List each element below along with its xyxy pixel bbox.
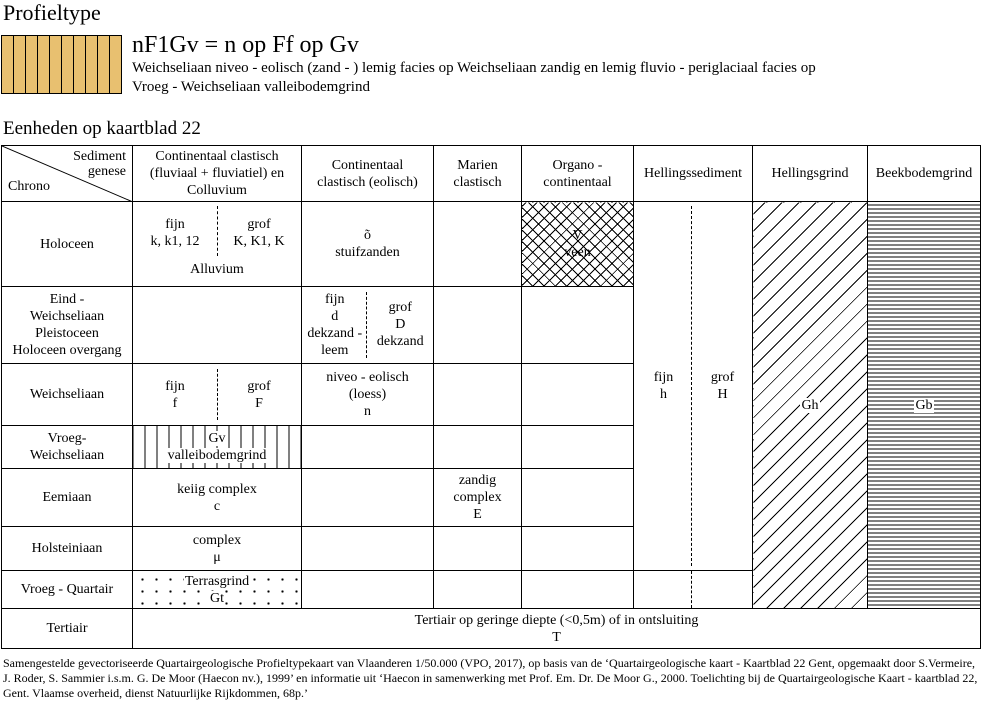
cell-hellingsgrind: Gh xyxy=(753,202,868,609)
cell-dekzand xyxy=(302,287,434,364)
divider-dashed xyxy=(217,206,218,256)
col-header-beekbodemgrind: Beekbodemgrind xyxy=(868,146,981,202)
cell-weichseliaan-fluviaal xyxy=(133,364,302,426)
stratigraphy-table xyxy=(1,145,981,649)
cell-alluvium xyxy=(133,202,302,287)
cell-beekbodemgrind: Gb xyxy=(868,202,981,609)
row-label-vroeg-weichseliaan: Vroeg- Weichseliaan xyxy=(2,426,133,469)
helling-grof: grof H xyxy=(710,370,735,402)
source-footnote: Samengestelde gevectoriseerde Quartairgeologische Profieltypekaart van Vlaanderen 1/50.000 (VPO, 2017), op basis van de ‘Quartairgeologische kaart - Kaartblad 22 Gent, opgemaakt door S.Vermeire, J. Roder, S. Sammier i.s.m. G. De Moor (Haecon nv.), 1999’ en informatie uit ‘Haecon in samenwerking met Prof. Em. Dr. De Moor G., 2000. Toelichting bij de Quartairgeologische Kaart - kaartblad 22, Gent. Vlaamse overheid, dienst Natuurlijke Rijkdommen, 68p.’ xyxy=(3,656,978,700)
cell-veen: V veen xyxy=(522,202,634,287)
row-label-eind-weichseliaan: Eind - Weichseliaan Pleistoceen Holoceen overgang xyxy=(2,287,133,364)
corner-sediment-label: Sediment xyxy=(73,149,126,164)
col-header-organo: Organo - continentaal xyxy=(522,146,634,202)
row-label-holsteiniaan: Holsteiniaan xyxy=(2,527,133,571)
cell-hellingssediment xyxy=(634,202,753,571)
page-title: Profieltype xyxy=(3,0,101,25)
holoceen-grof: grof K, K1, K xyxy=(233,217,285,249)
cell-stuifzanden: õ stuifzanden xyxy=(302,202,434,287)
dekzand-fijn: fijn d dekzand - leem xyxy=(307,292,363,358)
corner-chrono-label: Chrono xyxy=(8,179,50,194)
profile-code: nF1Gv = n op Ff op Gv xyxy=(132,32,359,58)
corner-genese-label: genese xyxy=(87,164,126,179)
cell-loess: niveo - eolisch (loess) n xyxy=(302,364,434,426)
weich-grof: grof F xyxy=(247,378,271,411)
table-row xyxy=(2,202,981,287)
alluvium-label: Alluvium xyxy=(190,262,244,277)
col-header-hellingssediment: Hellingssediment xyxy=(634,146,753,202)
row-label-eemiaan: Eemiaan xyxy=(2,469,133,527)
weich-fijn: fijn f xyxy=(165,378,185,411)
cell-keiig-complex: keiig complex c xyxy=(133,469,302,527)
table-row xyxy=(2,609,981,649)
divider-dashed xyxy=(217,369,218,420)
col-header-continentaal-clastisch: Continentaal clastisch (fluviaal + fluviatiel) en Colluvium xyxy=(133,146,302,202)
cell-valleibodemgrind: Gv valleibodemgrind xyxy=(133,426,302,469)
cell-zandig-complex: zandig complex E xyxy=(434,469,522,527)
col-header-eolisch: Continentaal clastisch (eolisch) xyxy=(302,146,434,202)
cell-complex-mu: complex μ xyxy=(133,527,302,571)
row-label-tertiair: Tertiair xyxy=(2,609,133,649)
section-subtitle: Eenheden op kaartblad 22 xyxy=(3,118,201,139)
row-label-weichseliaan: Weichseliaan xyxy=(2,364,133,426)
cell-hellingssediment-bottom xyxy=(634,571,753,609)
cell-tertiair: Tertiair op geringe diepte (<0,5m) of in ontsluiting T xyxy=(133,609,981,649)
table-header-row xyxy=(2,146,981,202)
col-header-marien: Marien clastisch xyxy=(434,146,522,202)
divider-dashed xyxy=(366,292,367,358)
corner-cell xyxy=(2,146,133,202)
profile-type-swatch xyxy=(1,35,122,94)
profile-description-line-2: Vroeg - Weichseliaan valleibodemgrind xyxy=(132,79,370,95)
col-header-hellingsgrind: Hellingsgrind xyxy=(753,146,868,202)
profile-description-line-1: Weichseliaan niveo - eolisch (zand - ) lemig facies op Weichseliaan zandig en lemig fluvio - periglaciaal facies op xyxy=(132,60,816,76)
row-label-vroeg-quartair: Vroeg - Quartair xyxy=(2,571,133,609)
dekzand-grof: grof D dekzand xyxy=(376,300,424,349)
row-label-holoceen: Holoceen xyxy=(2,202,133,287)
holoceen-fijn: fijn k, k1, 12 xyxy=(150,217,200,249)
helling-fijn: fijn h xyxy=(653,370,674,402)
cell-terrasgrind: Terrasgrind Gt xyxy=(133,571,302,609)
